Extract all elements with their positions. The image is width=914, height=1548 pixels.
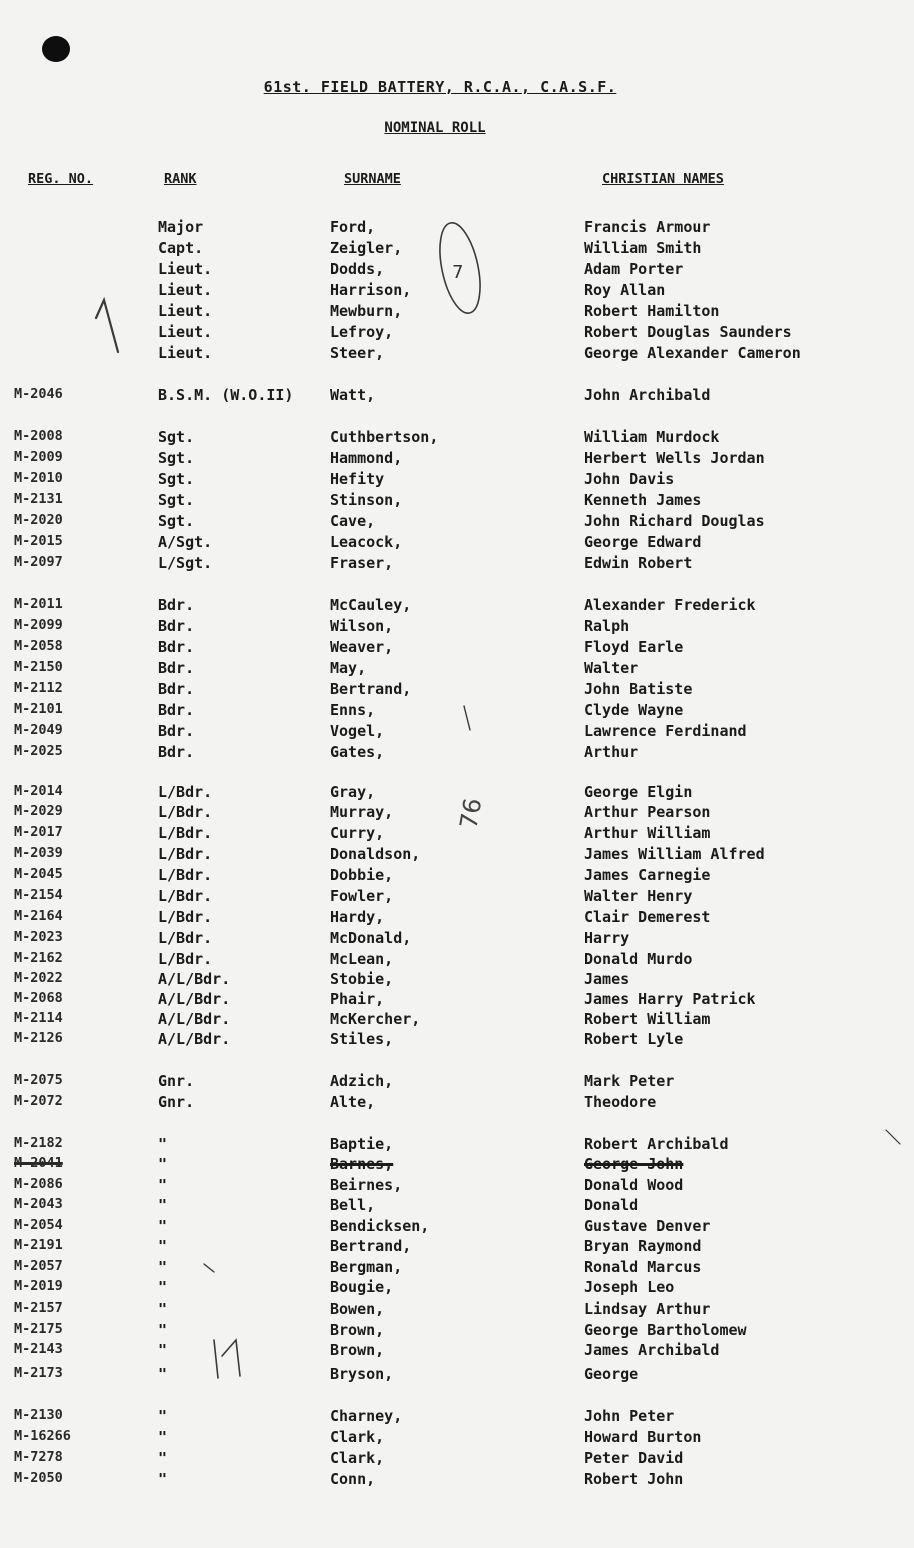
roll-entry [0, 1365, 914, 1385]
reg-no: M-7278 [14, 1449, 63, 1465]
roll-entry [0, 1030, 914, 1050]
surname: Harrison, [330, 281, 412, 299]
rank: " [158, 1196, 168, 1214]
roll-entry [0, 239, 914, 259]
rank: Bdr. [158, 596, 195, 614]
roll-entry [0, 1258, 914, 1278]
surname: Bertrand, [330, 1237, 412, 1255]
surname: Stiles, [330, 1030, 394, 1048]
rank: Sgt. [158, 491, 195, 509]
reg-no: M-2014 [14, 783, 63, 799]
rank: Bdr. [158, 638, 195, 656]
surname: Cuthbertson, [330, 428, 439, 446]
christian-names: Ralph [584, 617, 630, 635]
rank: " [158, 1300, 168, 1318]
rank: L/Bdr. [158, 783, 213, 801]
christian-names: Lindsay Arthur [584, 1300, 711, 1318]
roll-entry [0, 803, 914, 823]
surname: Wilson, [330, 617, 394, 635]
roll-entry [0, 866, 914, 886]
christian-names: Robert Archibald [584, 1135, 729, 1153]
roll-entry [0, 323, 914, 343]
roll-entry [0, 1155, 914, 1175]
header-surname: SURNAME [344, 171, 401, 187]
rank: L/Bdr. [158, 950, 213, 968]
surname: McDonald, [330, 929, 412, 947]
christian-names: Clair Demerest [584, 908, 711, 926]
reg-no: M-2086 [14, 1176, 63, 1192]
christian-names: Robert Hamilton [584, 302, 720, 320]
rank: Sgt. [158, 512, 195, 530]
surname: Baptie, [330, 1135, 394, 1153]
reg-no: M-2112 [14, 680, 63, 696]
surname: Brown, [330, 1321, 385, 1339]
christian-names: Kenneth James [584, 491, 702, 509]
christian-names: Walter [584, 659, 639, 677]
rank: Major [158, 218, 204, 236]
roll-entry [0, 1176, 914, 1196]
reg-no: M-2058 [14, 638, 63, 654]
rank: A/L/Bdr. [158, 1030, 231, 1048]
roll-entry [0, 512, 914, 532]
roll-entry [0, 845, 914, 865]
surname: Alte, [330, 1093, 376, 1111]
reg-no: M-2114 [14, 1010, 63, 1026]
margin-number: 76 [454, 796, 488, 831]
surname: McKercher, [330, 1010, 421, 1028]
roll-entry [0, 1093, 914, 1113]
reg-no: M-2045 [14, 866, 63, 882]
rank: " [158, 1470, 168, 1488]
rank: L/Bdr. [158, 887, 213, 905]
roll-entry [0, 533, 914, 553]
roll-entry [0, 617, 914, 637]
rank: Bdr. [158, 680, 195, 698]
reg-no: M-2150 [14, 659, 63, 675]
surname: Dobbie, [330, 866, 394, 884]
christian-names: Bryan Raymond [584, 1237, 702, 1255]
header-christian-names: CHRISTIAN NAMES [602, 171, 724, 187]
christian-names: John Davis [584, 470, 675, 488]
rank: L/Sgt. [158, 554, 213, 572]
reg-no: M-2010 [14, 470, 63, 486]
surname: Fraser, [330, 554, 394, 572]
reg-no: M-2008 [14, 428, 63, 444]
rank: " [158, 1217, 168, 1235]
surname: Beirnes, [330, 1176, 403, 1194]
roll-entry [0, 1428, 914, 1448]
surname: Bertrand, [330, 680, 412, 698]
christian-names: James Carnegie [584, 866, 711, 884]
rank: Sgt. [158, 470, 195, 488]
christian-names: George John [584, 1155, 684, 1173]
rank: Lieut. [158, 344, 213, 362]
reg-no: M-2020 [14, 512, 63, 528]
reg-no: M-2101 [14, 701, 63, 717]
surname: Ford, [330, 218, 376, 236]
reg-no: M-2043 [14, 1196, 63, 1212]
rank: Bdr. [158, 659, 195, 677]
christian-names: Theodore [584, 1093, 657, 1111]
roll-entry [0, 659, 914, 679]
roll-entry [0, 470, 914, 490]
roll-entry [0, 887, 914, 907]
roll-entry [0, 218, 914, 238]
surname: Clark, [330, 1449, 385, 1467]
surname: Adzich, [330, 1072, 394, 1090]
christian-names: Arthur Pearson [584, 803, 711, 821]
reg-no: M-2054 [14, 1217, 63, 1233]
roll-entry [0, 680, 914, 700]
roll-entry [0, 908, 914, 928]
christian-names: Robert Douglas Saunders [584, 323, 792, 341]
christian-names: Lawrence Ferdinand [584, 722, 747, 740]
christian-names: James William Alfred [584, 845, 765, 863]
rank: A/L/Bdr. [158, 1010, 231, 1028]
surname: Hammond, [330, 449, 403, 467]
roll-entry [0, 701, 914, 721]
christian-names: William Smith [584, 239, 702, 257]
surname: Curry, [330, 824, 385, 842]
rank: " [158, 1428, 168, 1446]
reg-no: M-2182 [14, 1135, 63, 1151]
christian-names: William Murdock [584, 428, 720, 446]
roll-entry [0, 638, 914, 658]
surname: Mewburn, [330, 302, 403, 320]
surname: Leacock, [330, 533, 403, 551]
christian-names: James [584, 970, 630, 988]
christian-names: Walter Henry [584, 887, 693, 905]
surname: Cave, [330, 512, 376, 530]
surname: Dodds, [330, 260, 385, 278]
surname: Bendicksen, [330, 1217, 430, 1235]
reg-no: M-2143 [14, 1341, 63, 1357]
rank: Bdr. [158, 701, 195, 719]
reg-no: M-2025 [14, 743, 63, 759]
reg-no: M-2029 [14, 803, 63, 819]
christian-names: Adam Porter [584, 260, 684, 278]
rank: " [158, 1176, 168, 1194]
document-title: 61st. FIELD BATTERY, R.C.A., C.A.S.F. [263, 78, 617, 96]
surname: Charney, [330, 1407, 403, 1425]
roll-entry [0, 929, 914, 949]
roll-entry [0, 260, 914, 280]
rank: Lieut. [158, 302, 213, 320]
circled-number: 7 [452, 262, 464, 283]
roll-entry [0, 783, 914, 803]
surname: Enns, [330, 701, 376, 719]
rank: " [158, 1155, 168, 1173]
reg-no: M-2009 [14, 449, 63, 465]
surname: Weaver, [330, 638, 394, 656]
rank: Sgt. [158, 428, 195, 446]
roll-entry [0, 1135, 914, 1155]
rank: L/Bdr. [158, 929, 213, 947]
roll-entry [0, 386, 914, 406]
surname: Fowler, [330, 887, 394, 905]
roll-entry [0, 1217, 914, 1237]
roll-entry [0, 344, 914, 364]
reg-no: M-2057 [14, 1258, 63, 1274]
roll-entry [0, 1196, 914, 1216]
reg-no: M-2164 [14, 908, 63, 924]
reg-no: M-16266 [14, 1428, 71, 1444]
rank: L/Bdr. [158, 803, 213, 821]
reg-no: M-2099 [14, 617, 63, 633]
christian-names: John Batiste [584, 680, 693, 698]
surname: Stinson, [330, 491, 403, 509]
surname: McCauley, [330, 596, 412, 614]
reg-no: M-2157 [14, 1300, 63, 1316]
rank: " [158, 1278, 168, 1296]
rank: Sgt. [158, 449, 195, 467]
reg-no: M-2015 [14, 533, 63, 549]
rank: Bdr. [158, 722, 195, 740]
roll-entry [0, 1321, 914, 1341]
christian-names: John Peter [584, 1407, 675, 1425]
rank: " [158, 1407, 168, 1425]
roll-entry [0, 1072, 914, 1092]
christian-names: Robert William [584, 1010, 711, 1028]
rank: " [158, 1449, 168, 1467]
christian-names: Joseph Leo [584, 1278, 675, 1296]
christian-names: George Elgin [584, 783, 693, 801]
rank: Bdr. [158, 743, 195, 761]
reg-no: M-2046 [14, 386, 63, 402]
christian-names: Robert Lyle [584, 1030, 684, 1048]
rank: " [158, 1365, 168, 1383]
rank: Capt. [158, 239, 204, 257]
christian-names: George [584, 1365, 639, 1383]
christian-names: Donald Wood [584, 1176, 684, 1194]
rank: B.S.M. (W.O.II) [158, 386, 294, 404]
christian-names: Peter David [584, 1449, 684, 1467]
rank: Lieut. [158, 323, 213, 341]
surname: Gates, [330, 743, 385, 761]
roll-entry [0, 1341, 914, 1361]
rank: Gnr. [158, 1093, 195, 1111]
roll-entry [0, 743, 914, 763]
reg-no: M-2130 [14, 1407, 63, 1423]
reg-no: M-2131 [14, 491, 63, 507]
christian-names: Edwin Robert [584, 554, 693, 572]
christian-names: James Archibald [584, 1341, 720, 1359]
christian-names: James Harry Patrick [584, 990, 756, 1008]
surname: Vogel, [330, 722, 385, 740]
reg-no: M-2075 [14, 1072, 63, 1088]
roll-entry [0, 1300, 914, 1320]
christian-names: Alexander Frederick [584, 596, 756, 614]
christian-names: Roy Allan [584, 281, 666, 299]
reg-no: M-2019 [14, 1278, 63, 1294]
reg-no: M-2072 [14, 1093, 63, 1109]
rank: " [158, 1258, 168, 1276]
roll-entry [0, 950, 914, 970]
christian-names: Howard Burton [584, 1428, 702, 1446]
roll-entry [0, 1470, 914, 1490]
reg-no: M-2097 [14, 554, 63, 570]
surname: Conn, [330, 1470, 376, 1488]
rank: L/Bdr. [158, 866, 213, 884]
christian-names: Floyd Earle [584, 638, 684, 656]
roll-entry [0, 722, 914, 742]
christian-names: Donald Murdo [584, 950, 693, 968]
surname: Bergman, [330, 1258, 403, 1276]
christian-names: George Alexander Cameron [584, 344, 801, 362]
rank: L/Bdr. [158, 824, 213, 842]
roll-entry [0, 1010, 914, 1030]
punch-hole [42, 36, 70, 62]
christian-names: John Archibald [584, 386, 711, 404]
reg-no: M-2050 [14, 1470, 63, 1486]
reg-no: M-2162 [14, 950, 63, 966]
surname: Clark, [330, 1428, 385, 1446]
roll-entry [0, 1237, 914, 1257]
rank: A/L/Bdr. [158, 970, 231, 988]
rank: Lieut. [158, 281, 213, 299]
reg-no: M-2191 [14, 1237, 63, 1253]
reg-no: M-2022 [14, 970, 63, 986]
surname: Gray, [330, 783, 376, 801]
surname: Steer, [330, 344, 385, 362]
reg-no: M-2154 [14, 887, 63, 903]
roll-entry [0, 491, 914, 511]
surname: Murray, [330, 803, 394, 821]
rank: " [158, 1321, 168, 1339]
reg-no: M-2175 [14, 1321, 63, 1337]
roll-entry [0, 824, 914, 844]
christian-names: George Bartholomew [584, 1321, 747, 1339]
christian-names: Gustave Denver [584, 1217, 711, 1235]
christian-names: Herbert Wells Jordan [584, 449, 765, 467]
surname: Hardy, [330, 908, 385, 926]
surname: May, [330, 659, 367, 677]
christian-names: Donald [584, 1196, 639, 1214]
surname: Bougie, [330, 1278, 394, 1296]
christian-names: George Edward [584, 533, 702, 551]
rank: Gnr. [158, 1072, 195, 1090]
reg-no: M-2039 [14, 845, 63, 861]
surname: Hefity [330, 470, 385, 488]
roll-entry [0, 990, 914, 1010]
rank: " [158, 1135, 168, 1153]
rank: " [158, 1237, 168, 1255]
reg-no: M-2017 [14, 824, 63, 840]
christian-names: John Richard Douglas [584, 512, 765, 530]
reg-no: M-2068 [14, 990, 63, 1006]
surname: Phair, [330, 990, 385, 1008]
header-rank: RANK [164, 171, 197, 187]
roll-entry [0, 1278, 914, 1298]
christian-names: Harry [584, 929, 630, 947]
reg-no: M-2049 [14, 722, 63, 738]
roll-entry [0, 596, 914, 616]
surname: Stobie, [330, 970, 394, 988]
surname: Lefroy, [330, 323, 394, 341]
roll-entry [0, 302, 914, 322]
rank: A/L/Bdr. [158, 990, 231, 1008]
christian-names: Mark Peter [584, 1072, 675, 1090]
roll-entry [0, 1449, 914, 1469]
document-subtitle: NOMINAL ROLL [384, 120, 486, 136]
reg-no: M-2023 [14, 929, 63, 945]
rank: L/Bdr. [158, 845, 213, 863]
surname: Zeigler, [330, 239, 403, 257]
rank: L/Bdr. [158, 908, 213, 926]
surname: Bell, [330, 1196, 376, 1214]
header-reg-no: REG. NO. [28, 171, 94, 187]
surname: Barnes, [330, 1155, 394, 1173]
surname: McLean, [330, 950, 394, 968]
roll-entry [0, 1407, 914, 1427]
rank: " [158, 1341, 168, 1359]
christian-names: Ronald Marcus [584, 1258, 702, 1276]
christian-names: Francis Armour [584, 218, 711, 236]
roll-entry [0, 554, 914, 574]
reg-no: M-2041 [14, 1155, 63, 1171]
reg-no: M-2126 [14, 1030, 63, 1046]
roll-entry [0, 428, 914, 448]
surname: Bowen, [330, 1300, 385, 1318]
rank: Lieut. [158, 260, 213, 278]
christian-names: Robert John [584, 1470, 684, 1488]
surname: Brown, [330, 1341, 385, 1359]
rank: Bdr. [158, 617, 195, 635]
christian-names: Arthur William [584, 824, 711, 842]
reg-no: M-2011 [14, 596, 63, 612]
surname: Watt, [330, 386, 376, 404]
roll-entry [0, 281, 914, 301]
christian-names: Arthur [584, 743, 639, 761]
reg-no: M-2173 [14, 1365, 63, 1381]
roll-entry [0, 449, 914, 469]
christian-names: Clyde Wayne [584, 701, 684, 719]
roll-entry [0, 970, 914, 990]
surname: Bryson, [330, 1365, 394, 1383]
surname: Donaldson, [330, 845, 421, 863]
rank: A/Sgt. [158, 533, 213, 551]
